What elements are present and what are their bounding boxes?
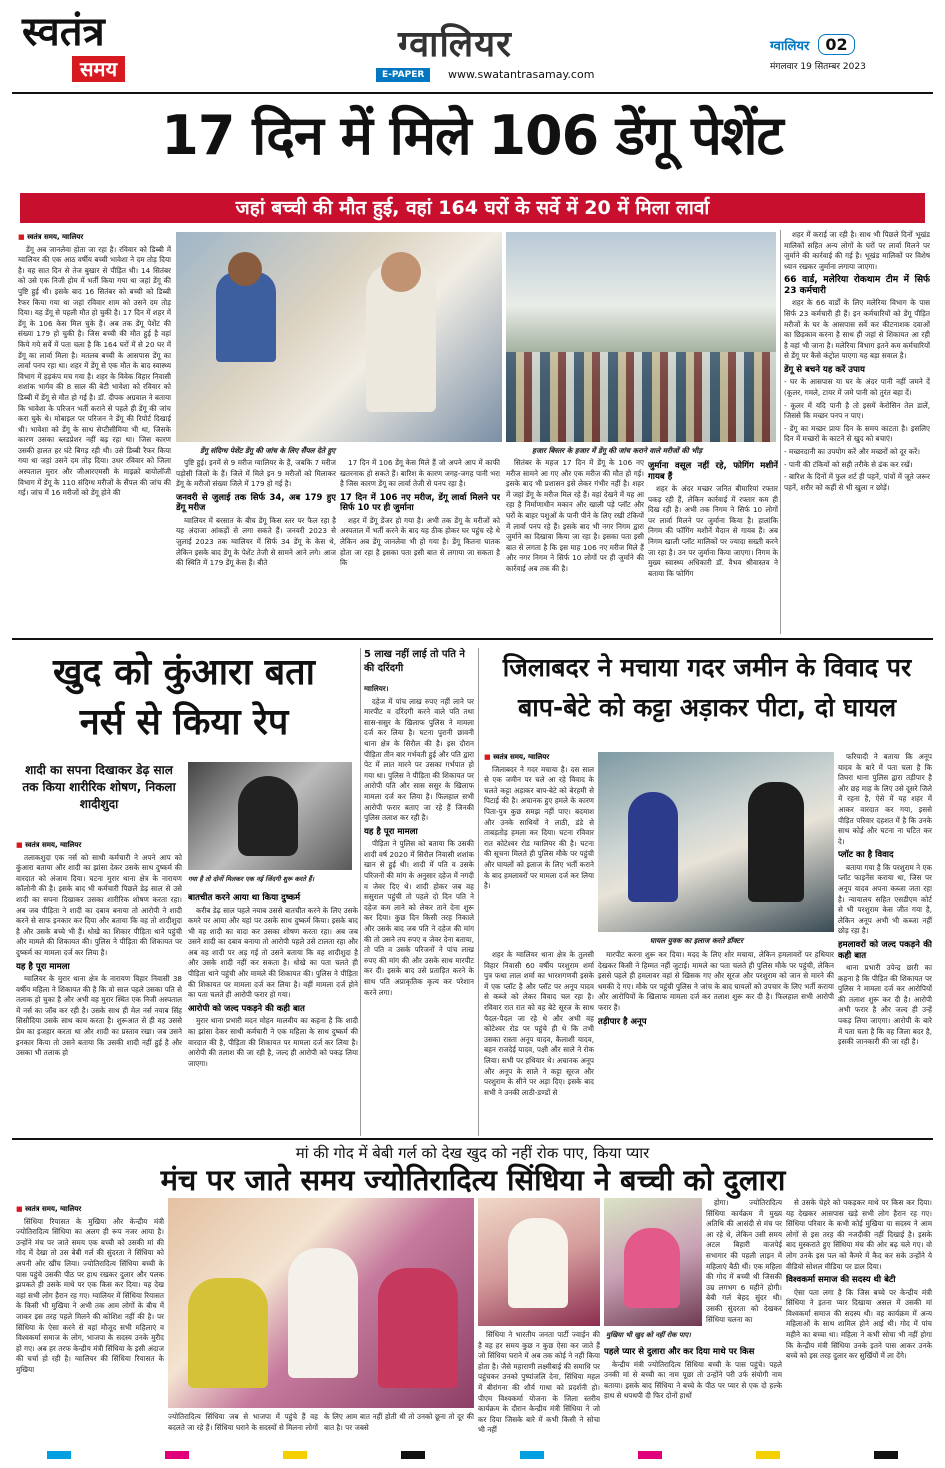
story1-col6 [784, 230, 930, 634]
story4-body2: शहर के ग्वालियर थाना क्षेत्र के तुलसी विहार निवासी 60 वर्षीय परशुराम शर्मा पुत्र फथा लाल शर्मा का भारशगणवी इसके में एक प्लॉट है और प्लॉट पर अनूप यादव से कब्जे को लेकर विवाद चल रहा है। रविवार रात रात को वह बेटे सूरज के साथ पैदल-पैदल जा रहे थे और अभी वह कोटेश्वर रोड पर पहुंचे ही थे कि तभी उसका रास्ता अनूप यादव, कैलाशी यादव, बहन राजदेई यादव, पक्षी और साले ने रोक लिया। सभी पर हथियार थे। अचानक अनूप और अनूप के साले ने कट्टा सूरज और परशुराम के सीने पर अड़ा दिए। इसके बाद सभी ने उनकी लाठी-डण्डों से [484, 950, 594, 1097]
story4-col1 [484, 752, 594, 948]
city-label: ग्वालियर [770, 39, 810, 54]
story1-headline[interactable]: 17 दिन में मिले 106 डेंगू पेशेंट [161, 104, 783, 167]
color-mark [874, 1451, 898, 1459]
story4-col2 [484, 950, 594, 1136]
story5-col5 [786, 1198, 932, 1436]
story2-body4: मुरार थाना प्रभारी मदन मोहन मालवीय का कहना है कि शादी का झांसा देकर साथी कर्मचारी ने एक महिला के साथ दुष्कर्म की वारदात की है, पीड़िता की शिकायत पर मामला दर्ज कर लिया है। आरोपी की तलाश की जा रही है, जल्द ही आरोपी को पकड़ लिया जाएगा। [188, 1016, 358, 1068]
story4-body4: फरियादी ने बताया कि अनूप यादव के बारे में पता चला है कि तिघरा थाना पुलिस द्वारा तड़ीपार है और छह माह के लिए उसे दूसरे जिले में रहना है, ऐसे में यह शहर में आकर वारदात कर गया, इससे पीड़ित परिवार दहशत में है कि उनके साथ कोई और घटना ना घटित कर दे। [838, 752, 932, 846]
story2-headline-line2: नर्स से किया रेप [79, 702, 289, 743]
print-registration-marks [0, 1446, 945, 1464]
story5-col1 [16, 1204, 164, 1432]
story1-col1 [18, 232, 171, 632]
story4-subhead2: प्लॉट का है विवाद [838, 850, 894, 861]
story4-col3 [598, 950, 834, 1136]
story5-body6: ऐसा पता लगा है कि जिस बच्चे पर केन्द्रीय मंत्री सिंधिया ने इतना प्यार दिखाया असल में उसकी मां विश्वकर्मा समाज की सदस्य थी। वह कार्यक्रम में अन्य महिलाओं के साथ शामिल होने आई थी। गोद में पांच महीने का बच्चा था। महिला ने कभी सोचा भी नहीं होगा कि केन्द्रीय मंत्री सिंधिया उनके इतने पास आकर उनके बच्चे को इस तरह दुलार कर सुर्खियों में ला देंगे। [786, 1287, 932, 1361]
story5-caption: मुखिया भी खुद को नहीं रोक पाए। [606, 1331, 691, 1339]
story2-body1: तलाकशुदा एक नर्स को साथी कर्मचारी ने अपने आप को कुंआरा बताया और शादी का झांसा देकर उसके साथ दुष्कर्म की वारदात को अंजाम दिया। घटना मुरार थाना क्षेत्र के नारायण कॉलोनी की है। इसके बाद भी कर्मचारी पिछले डेढ़ साल से उसे शादी का सपना दिखाकर उसका शारीरिक शोषण करता रहा। अब जब पीड़िता ने शादी का दबाव बनाया तो आरोपी ने शादी करने से साफ इनकार कर दिया और बताया कि वह तो शादीशुदा है और उसके बच्चे भी हैं। धोखे का शिकार पीड़िता थाने पहुंची और मामले की शिकायत की। पुलिस ने पीड़िता की शिकायत पर दुष्कर्म का मामला दर्ज कर लिया है। [16, 852, 182, 957]
story1-col1-text: डेंगू अब जानलेवा होता जा रहा है। रविवार को डिब्बी में ग्वालियर की एक आठ वर्षीय बच्ची भावेशा ने दम तोड़ दिया है। वह सात दिन से तेज बुखार से पीड़ित थी। 14 सितंबर को उसे एक निजी होम में भर्ती किया गया था जहां डेंगू की पुष्टि हुई थी। इसके बाद 16 सितंबर को बच्ची को डिब्बी रैफर किया गया था जहां रविवार शाम को उसने दम तोड़ दिया। यह डेंगू से पहली मौत हो चुकी है। 17 दिन में शहर में डेंगू के 106 केस मिल चुके हैं। अब तक डेंगू पेशेंट की संख्या 179 हो चुकी है। जिस बच्ची की मौत हुई है वहां किये गये सर्वे में पता चला है कि 164 घरों में से 20 घर में डेंगू का लार्वा मिला है। मतलब बच्ची के आसपास डेंगू का लार्वा पनप रहा था। शहर में डेंगू से एक मौत के बाद स्वास्थ्य विभाग में हड़कंप मच गया है। शहर के विवेक विहार निवासी शशांक भार्गव की 8 साल की बेटी भावेशा को रविवार को डिब्बी में डेंगू से मौत हो गई है। डॉ. दीपक अग्रवाल ने बताया कि भावेशा के परिजन भर्ती कराने से पहले ही डेंगू की जांच करा चुके थे। मोबाइल पर परिजन ने डेंगू की रिपोर्ट दिखाई थी। भावेशा को डेंगू के साथ सेप्टीसीमिया भी था, जिसके कारण उसका ब्लडप्रेशर नहीं बढ़ रहा था। जिस कारण उसकी हालत हर घंटे बिगड़ रही थी। उसे डिब्बी रैफर किया गया था जहां उसने दम तोड़ दिया। उधर रविवार को जिला अस्पताल मुरार और जीआरएमसी के माइक्रो बायोलॉजी विभाग में डेंगू के 110 संदिग्ध मरीजों के सैंपल की जांच की गई। जांच में 16 मरीजों को डेंगू होने की [18, 244, 171, 498]
story4-headline-line2: बाप-बेटे को कट्टा अड़ाकर पीटा, दो घायल [517, 693, 897, 722]
story1-col6b-text: शहर के 66 वार्डों के लिए मलेरिया विभाग के पास सिर्फ 23 कर्मचारी ही हैं। इन कर्मचारियों को डेंगू पीड़ित मरीजों के घर के आसपास सर्वे कर कीटनाशक दवाओं का छिड़काव करना है साथ ही जहां से शिकायत आ रही है वहां भी जाना है। मलेरिया विभाग इतने कम कर्मचारियों से डेंगू पर कैसे कंट्रोल पाएगा यह बड़ा सवाल है। [784, 298, 930, 361]
story2-headline[interactable] [14, 648, 354, 748]
story5-photo2 [478, 1198, 600, 1326]
story3-byline: ग्वालियर। [364, 684, 389, 693]
story3-body [364, 684, 474, 1136]
story5-body1: सिंधिया रियासत के मुखिया और केन्द्रीय मंत्री ज्योतिरादित्य सिंधिया का अलग ही रूप नजर आया है। उन्होंने मंच पर जाते समय एक बच्ची को उसकी मां की गोद में देखा तो उस बेबी गर्ल की सुंदरता ने सिंधिया को अपनी ओर खींच लिया। ज्योतिरादित्य सिंधिया बच्ची के पास पहुंचे उसकी पीठ पर हाथ रखकर दुलार और पलक झपकते ही उसके माथे पर एक किस कर दिया। यह देख वहां सभी लोग हैरान रह गए। ग्वालियर में सिंधिया रियासत के किसी भी मुखिया ने अभी तक आम लोगों के बीच में जाकर इस तरह पहले मिलने की कोशिश नहीं की है। पर सिंधिया के ऐसा करने से वहां मौजूद सभी महिलाएं व विश्वकर्मा समाज के लोग, भाजपा के सदस्य उनके मुरीद हो गए। अब हर तरफ केन्द्रीय मंत्री सिंधिया के इसी अंदाज की चर्चा हो रही है। ग्वालियर की सिंधिया रियासत के मुखिया [16, 1216, 164, 1374]
story1-col3-text: 17 दिन में 106 डेंगू केस मिले हैं जो अपने आप में काफी खतरनाक हो सकते हैं। बारिश के कारण जगह-जगह पानी भरा है जिस कारण डेंगू का लार्वा तेजी से पनप रहा है। [340, 458, 500, 489]
story3-body2: पीड़िता ने पुलिस को बताया कि उसकी शादी वर्ष 2020 में सिरौल निवासी शशांक खान से हुई थी। शादी में पति व उसके परिजनों की मांग के अनुसार दहेज में नगदी व जेवर दिए थे। शादी होकर जब वह ससुराल पहुंची तो पहले दो दिन पति ने दहेज कम लाने को लेकर ताने देना शुरू कर दिया। कुछ दिन किसी तरह निकाले और उसके बाद जब पति ने दहेज की मांग की तो उसने तय रुपए व जेवर देना बताया, तो पति व उसके परिजनों ने पांच लाख रुपए की मांग की और उसके साथ मारपीट कर दी। इसके बाद उसे प्रताड़ित करने के साथ पति अप्राकृतिक कृत्य कर परेशान करने लगा। [364, 839, 474, 997]
story5-body2: सिंधिया ने भारतीय जनता पार्टी ज्वाईन की है वह हर समय कुछ न कुछ ऐसा कर जाते हैं जो सिंधिया घराने में अब तक कोई ने नहीं किया होता है। जैसे महाराणी लक्ष्मीबाई की समाधि पर पहुंचकर उनको पुष्पांजलि देना, सिंधिया महल में बीरांगना की शौर्य गाथा को प्रदर्शनी हो। पीएम विश्वकर्मा योजना के जिला स्तरीय कार्यक्रम के दौरान केन्द्रीय मंत्री सिंधिया ने जो कर दिया जिसके बारे में कभी किसी ने सोचा भी नहीं [478, 1330, 600, 1435]
story5-kicker: मां की गोद में बेबी गर्ल को देख खुद को नहीं रोक पाए, किया प्यार [295, 1144, 650, 1162]
story1-col5-text: शहर के अंदर मच्छर जनित बीमारियां रफ्तार पकड़ रही हैं, लेकिन कार्रवाई में रफ्तार कम ही दिख रही है। अभी तक निगम ने सिर्फ 10 लोगों पर लार्वा मिलने पर जुर्माना किया है। हालांकि निगम की फॉगिंग मशीनें मैदान से गायब हैं। अब निगम खाली प्लॉट मालिकों पर ज्यादा सख्ती करने जा रहा है। उन पर जुर्माना किया जाएगा। निगम के मुख्य स्वास्थ्य अधिकारी डॉ. वैभव श्रीवास्तव ने बताया कि फोगिंग [648, 484, 778, 578]
story2-photo-caption: गया है तो दोनों मिलकर एक नई जिंदगी शुरू करते हैं। [188, 875, 315, 883]
story1-col2 [176, 458, 336, 634]
story5-body3: होगा। ज्योतिरादित्य सिंधिया कार्यक्रम में मुख्य अतिथि की आसंदी से मंच पर आ रहे थे, लेकिन उसी समय अटल बिहारी वाजपेई सभागार की पहली लाइन में महिलाएं बैठी थीं। एक महिला की गोद में बच्ची थी जिसकी उम्र लगभग 6 महीने होगी। बेबी गर्ल बेहद सुंदर थी। उसकी सुंदरता को देखकर सिंधिया चलना का [706, 1198, 782, 1324]
story5-col2 [478, 1330, 600, 1436]
story4-photo-caption: घायल युवक का इलाज करते डॉक्टर [650, 936, 744, 945]
story1-tips-title: डेंगू से बचने यह करें उपाय [784, 364, 865, 375]
story1-byline: ■ स्वतंत्र समय, ग्वालियर [18, 232, 171, 243]
color-mark [47, 1451, 71, 1459]
story4-body1: जिलाबदर ने गदर मचाया है। दस साल से एक जमीन पर चले आ रहे विवाद के चलते कट्टा अड़ाकर बाप-बेटे को बेरहमी से पिटाई की है। अचानक हुए हमले के कारण पिता-पुत्र कुछ समझ नहीं पाए। बदमाश और उनके साथियों ने लाठी, डंडे से ताबड़तोड़ हमला कर दिया। घटना रविवार रात कोटेश्वर रोड ग्वालियर की है। घटना की सूचना मिलते ही पुलिस मौके पर पहुंची और घायलों को इलाज के लिए भर्ती कराने के बाद हमलावरों पर मामला दर्ज कर लिया है। [484, 764, 594, 891]
story1-col4-text: सितंबर के महज 17 दिन में डेंगू के 106 नए मरीज सामने आ गए और एक मरीज की मौत हो गई। इसके बाद भी प्रशासन इसे लेकर गंभीर नहीं है। शहर में जहां डेंगू के मरीज मिल रहे हैं। वहां देखने में यह आ रहा है निर्माणाधीन मकान और खाली पड़े प्लॉट और घरों के बाहर पशुओं के पानी पीने के लिए रखी टंकियों में लार्वा पनप रहे हैं। इसके बाद भी नगर निगम द्वारा जुर्माने का दिखावा किया जा रहा है। इसका पता इसी बात से लगता है कि इस माह 106 नए मरीज मिले हैं और नगर निगम ने सिर्फ 10 लोगों पर ही जुर्माने की कार्रवाई अब तक की है। [506, 458, 644, 573]
color-mark [638, 1451, 662, 1459]
story4-body3: मारपीट करना शुरू कर दिया। मदद के लिए शोर मचाया, लेकिन हमलावरों पर हथियार देखकर किसी ने हिम्मत नहीं जुटाई। मामले का पता चलते ही पुलिस मौके पर पहुंची, लेकिन इससे पहले ही हमलावर वहां से खिसक गए और सूरज और परशुराम को जान से मारने की धमकी दे गए। मौके पर पहुंची पुलिस ने जांच के बाद घायलों को उपचार के लिए भर्ती कराया और आरोपियों के खिलाफ मामला दर्ज कर तलाश शुरू कर दी है। फिलहाल सभी आरोपी फरार हैं। [598, 950, 834, 1012]
masthead [0, 0, 945, 90]
story1-col3 [340, 458, 500, 634]
story5-subhead2: विश्वकर्मा समाज की सदस्य थी बेटी [786, 1275, 896, 1286]
story2-body3: करीब डेढ़ साल पहले नयाब उससे बातचीत करने के लिए उसके कमरे पर आया और यहां पर उसके साथ दुष्कर्म किया। इसके बाद भी वह शादी का वादा कर उसका शोषण करता रहा। अब जब उसने शादी का दबाव बनाया तो आरोपी पहले उसे टालता रहा और अब वह शादी पर अड़ गई तो उसने बताया कि वह शादीशुदा है और उसके शादी नहीं कर सकता है। धोखे का पता चलते ही पीड़िता थाने पहुंची और मामले की शिकायत की। पुलिस ने पीड़िता की शिकायत पर मामला दर्ज कर लिया है। वहीं मामला दर्ज होने का पता चलते ही आरोपी फरार हो गया। [188, 905, 358, 1000]
story1-photo2 [506, 232, 776, 442]
story1-photo1-caption: डेंगू संदिग्ध पेशेंट डेंगू की जांच के लिए सैंपल देते हुए [200, 446, 336, 455]
story5-headline[interactable]: मंच पर जाते समय ज्योतिरादित्य सिंधिया ने बच्ची को दुलारा [160, 1163, 786, 1197]
color-mark [756, 1451, 780, 1459]
story4-photo [598, 752, 834, 932]
tip-item: - डेंगू का मच्छर प्रायः दिन के समय काटता है। इसलिए दिन में मच्छरों के काटने से खुद को बचाएं। [784, 423, 930, 444]
story1-photo1 [176, 232, 502, 442]
color-mark [520, 1451, 544, 1459]
story1-col3b-text: शहर में डेंगू डेंजर हो गया है। अभी तक डेंगू के मरीजों को अस्पताल में भर्ती करने के बाद यह ठीक होकर घर पहुंच रहे थे लेकिन अब डेंगू जानलेवा भी हो गया है। डेंगू कितना घातक होता जा रहा है इसका पता इसी बात से लगाया जा सकता है कि [340, 515, 500, 568]
story5-body5: से उसके चेहरे को पकड़कर माथे पर किस कर दिया। यह देखकर आसपास खड़े सभी लोग हैरान रह गए। सिंधिया परिवार के कभी कोई मुखिया या सदस्य ने आम लोगों से इस तरह की नजदीकी नहीं दिखाई है। इसके बाद मुस्कराते हुए सिंधिया मंच की ओर बढ़ चले गए। वो लोग उनके इस पल को कैमरे में कैद कर सके उन्होंने ये वीडियो सोशल मीडिया पर डाल दिया। [786, 1198, 932, 1271]
tip-item: - मच्छरदानी का उपयोग करें और मच्छरों को दूर करें। [784, 447, 920, 456]
tip-item: - बारिश के दिनों में फुल शर्ट ही पहनें, पांवों में जूते जरूर पहनें, शरीर को कहीं से भी खुला न छोड़ें। [784, 472, 930, 492]
story1-col2-text: पुष्टि हुई। इनमें से 9 मरीज ग्वालियर के हैं, जबकि 7 मरीज पड़ोसी जिलों के हैं। जिले में मिले इन 9 मरीजों को मिलाकर डेंगू के मरीजों संख्या जिले में 179 हो गई है। [176, 458, 336, 489]
story4-body6: थाना प्रभारी उपेन्द्र छारी का कहना है कि पीड़ित की शिकायत पर पुलिस ने मामला दर्ज कर आरोपियों की तलाश शुरू कर दी है। आरोपी अभी फरार है और जल्द ही उन्हें पकड़ लिया जाएगा। आरोपी के बारे में पता चला है कि वह जिला बदर है, इसकी जानकारी की जा रही है। [838, 963, 932, 1047]
story3-subhead: यह है पूरा मामला [364, 826, 418, 837]
story5-col3 [706, 1198, 782, 1328]
story4-subhead3: हमलावरों को जल्द पकड़ने की कही बात [838, 940, 932, 961]
tip-item: - कूलर में यदि पानी है तो इसमें केरोसिन तेल डालें, जिससे कि मच्छर पनप न पाए। [784, 400, 930, 421]
story5-strip-text2: से मिलना लोगों के लिए आम बात नहीं होती थी तो उनको छूना तो दूर की बात है। पर जबसे [278, 1412, 474, 1432]
story1-col3-subhead: 17 दिन में 106 नए मरीज, डेंगू लार्वा मिलने पर सिर्फ 10 पर ही जुर्माना [340, 492, 500, 514]
story5-body4: केन्द्रीय मंत्री ज्योतिरादित्य सिंधिया बच्ची के पास पहुंचे। पहले उनकी मां से बच्ची का नाम पूछा तो उन्होंने परी उर्फ संयोगी नाम बताया। इसके बाद सिंधिया ने बच्चे के पीठ पर प्यार से एक दो हल्के हाथ से थपथपी दी फिर दोनों हाथों [604, 1359, 782, 1401]
story1-col4 [506, 458, 644, 634]
story2-subhead2: बातचीत करने आया था किया दुष्कर्म [188, 893, 301, 903]
tip-item: - घर के आसपास या घर के अंदर पानी नहीं जमने दें (कूलर, गमले, टायर में जमे पानी को तुरंत बहा दें। [784, 377, 930, 398]
color-mark [165, 1451, 189, 1459]
story5-photo1 [168, 1198, 474, 1408]
website-link[interactable]: www.swatantrasamay.com [448, 68, 595, 81]
story2-headline-line1: खुद को कुंआरा बता [52, 652, 316, 693]
epaper-badge: E-PAPER [376, 68, 430, 82]
story1-col2b-text: ग्वालियर में बरसात के बीच डेंगू किस स्तर पर फैल रहा है यह अंदाजा आंकड़ों से लगा सकते हैं। जनवरी 2023 से जुलाई 2023 तक ग्वालियर में सिर्फ 34 डेंगू के केस थे, लेकिन इसके बाद डेंगू के पेशेंट तेजी से सामने आने लगे। आज की स्थिति में 179 डेंगू केस हैं। बीते [176, 515, 336, 568]
color-mark [283, 1451, 307, 1459]
edition-title: ग्वालियर [398, 23, 512, 65]
color-mark [401, 1451, 425, 1459]
story1-col6-text: शहर में कराई जा रही है। साथ भी पिछले दिनों भूखंड मालिकों सहित अन्य लोगों के घरों पर लार्वा मिलने पर जुर्माने की कार्रवाई की गई है। भूखंड मालिकों पर विशेष ध्यान रखकर जुर्माना लगाया जाएगा। [784, 230, 930, 271]
story1-subheadline-banner [20, 193, 925, 223]
story4-byline: ■ स्वतंत्र समय, ग्वालियर [484, 752, 594, 763]
story1-subheadline: जहां बच्ची की मौत हुई, वहां 164 घरों के सर्वे में 20 में मिला लार्वा [235, 197, 710, 219]
story5-photo3 [604, 1198, 702, 1326]
story4-subhead1: तड़ीपार है अनूप [598, 1016, 647, 1027]
page-header-right [770, 34, 930, 72]
story3-headline[interactable]: 5 लाख नहीं लाई तो पति ने की दरिंदगी [364, 649, 465, 674]
story3-body1: दहेज में पांच लाख रुपए नहीं लाने पर मारपीट व दरिंदगी करने वाले पति तथा सास-ससुर के खिलाफ पुलिस ने मामला दर्ज कर लिया है। घटना पुरानी छावनी थाना क्षेत्र के सिरौल की है। इस दौरान पीड़िता तीन बार गर्भवती हुई और पति द्वारा पेट में लात मारने पर उसका गर्भपात हो गया था। पुलिस ने पीड़िता की शिकायत पर आरोपी पति और सास ससुर के खिलाफ मामला दर्ज कर लिया है। फिलहाल सभी आरोपी फरार बताए जा रहे हैं जिनकी पुलिस तलाश कर रही है। [364, 696, 474, 823]
story1-photo2-caption: हजार बिस्तर के हजार में डेंगू की जांच कराने वाले मरीजों की भीड़ [532, 446, 703, 455]
story4-body5: बताया गया है कि परशुराम ने एक प्लॉट फाइनेंस कराया था, जिस पर अनूप यादव अपना कब्जा जता रहा है। न्यायालय सहित एसडीएम कोर्ट से भी परशुराम केस जीत गया है, लेकिन अनूप अभी भी कब्जा नहीं छोड़ रहा है। [838, 862, 932, 936]
story2-col1 [16, 840, 182, 1132]
story2-subhead3: आरोपी को जल्द पकड़ने की कही बात [188, 1003, 305, 1014]
story2-col2 [188, 890, 358, 1132]
story1-col6-subhead: 66 वार्ड, मलेरिया रोकथाम टीम में सिर्फ 23 कर्मचारी [784, 275, 930, 296]
story5-col4 [604, 1344, 782, 1436]
story5-byline: ■ स्वतंत्र समय, ग्वालियर [16, 1204, 164, 1215]
story1-tips-list [784, 377, 930, 493]
story2-byline: ■ स्वतंत्र समय, ग्वालियर [16, 840, 182, 851]
story2-body2: ग्वालियर के मुरार थाना क्षेत्र के नारायण विहार निवासी 38 वर्षीय महिला ने शिकायत की है कि वो साल पहले उसका पति से तलाक हो चुका है और अभी वह मुरार स्थित एक निजी अस्पताल में नर्स का जॉब कर रही है। उसके साथ ही मेल नर्स नयाब सिंह सिसौदिया उसके साथ काम करता है। शुरूआत से ही वह उससे प्रेम का इजहार करता था और शादी का प्रस्ताव रखा। जब उसने इनकार किया तो उसने बताया कि उसकी शादी नहीं हुई है और उसका भी तलाक हो [16, 974, 182, 1058]
story5-photo-strip [168, 1412, 474, 1436]
story1-col2-subhead: जनवरी से जुलाई तक सिर्फ 34, अब 179 हुए डेंगू मरीज [176, 492, 336, 514]
story4-headline-line1: जिलाबदर ने मचाया गदर जमीन के विवाद पर [502, 653, 912, 682]
story1-col5-subhead: जुर्माना वसूल नहीं रहे, फोगिंग मशीनें गायब हैं [648, 461, 778, 482]
tip-item: - पानी की टंकियों को सही तरीके से ढंक कर रखें। [784, 459, 913, 469]
story2-subhead1: यह है पूरा मामला [16, 961, 70, 972]
story4-headline[interactable] [482, 648, 932, 728]
issue-date: मंगलवार 19 सितम्बर 2023 [770, 62, 866, 72]
page-number: 02 [818, 34, 854, 55]
logo-line1: स्वतंत्र [22, 8, 105, 55]
logo-line2: समय [72, 56, 125, 82]
story2-photo [188, 762, 352, 870]
story1-col5 [648, 458, 778, 634]
story4-col-right [838, 752, 932, 1134]
story5-strip-text1: ज्योतिरादित्य सिंधिया जब से भाजपा में पहुंचे हैं वह बदलते जा रहे हैं। सिंधिया घराने के सदस्यों [168, 1412, 318, 1432]
story2-deck: शादी का सपना दिखाकर डेढ़ साल तक किया शारीरिक शोषण, निकला शादीशुदा [22, 763, 176, 811]
story5-subhead1: पहले प्यार से दुलारा और कर दिया माथे पर किस [604, 1347, 755, 1357]
brand-logo[interactable] [22, 10, 162, 84]
